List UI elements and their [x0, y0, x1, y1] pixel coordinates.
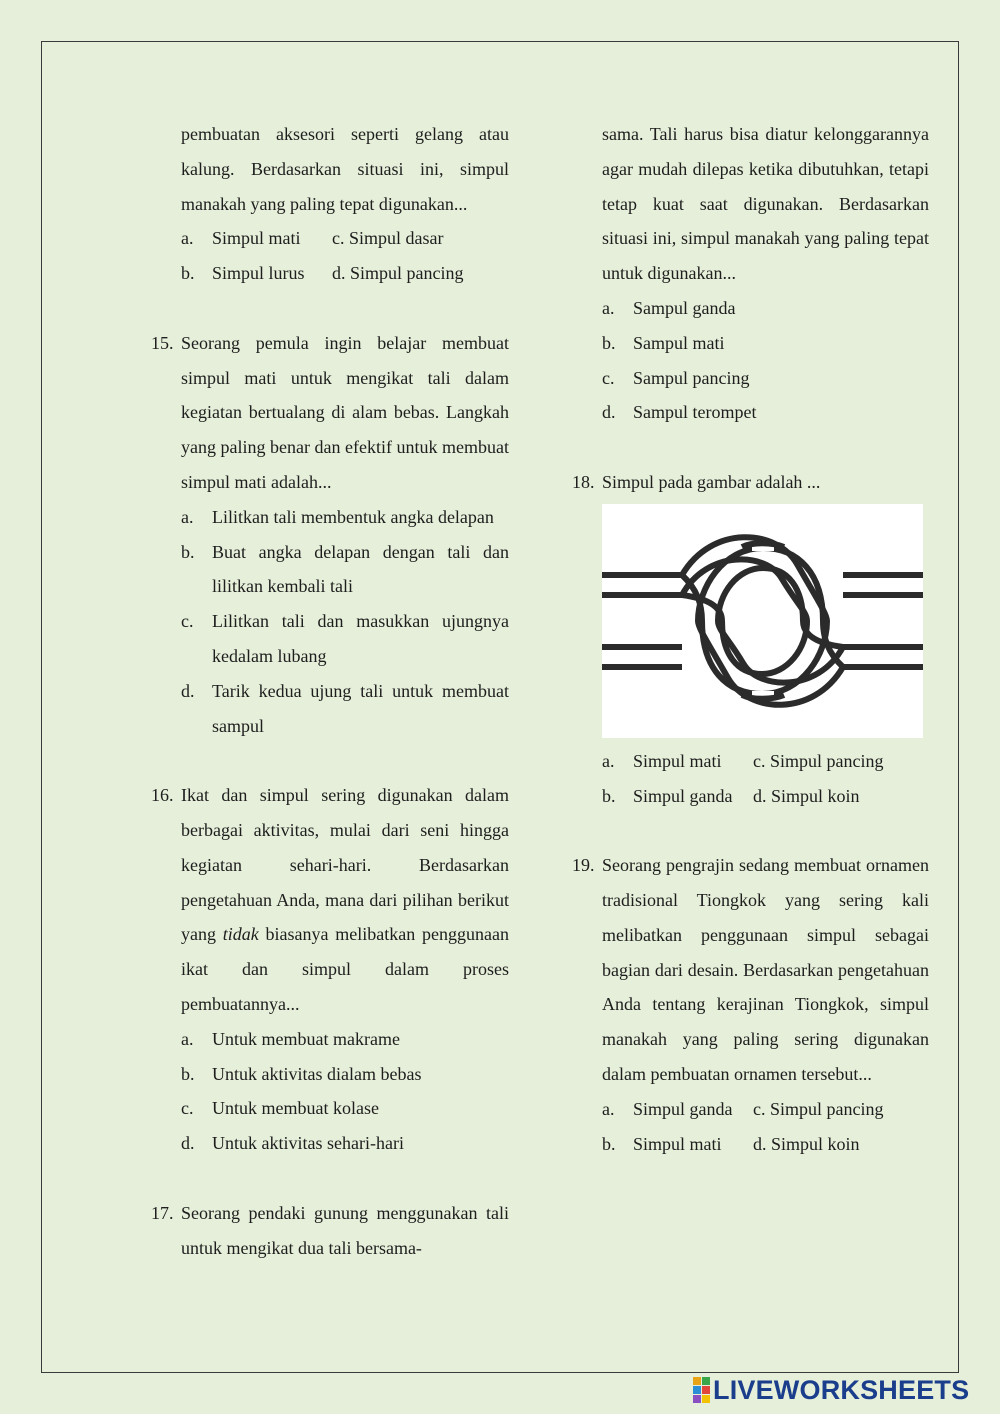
option-d[interactable]: d. Untuk aktivitas sehari-hari [181, 1133, 404, 1154]
question-16 [151, 778, 509, 1161]
option-d[interactable]: d. Simpul pancing [332, 263, 464, 284]
option-d[interactable]: d. Simpul koin [753, 1133, 860, 1154]
question-text: Simpul pada gambar adalah ... [602, 471, 821, 492]
options-row [602, 779, 929, 814]
options-row [181, 256, 509, 291]
options-row [181, 221, 509, 256]
option-a[interactable]: a. Lilitkan tali membentuk angka delapan [181, 506, 494, 527]
question-number: 15. [151, 332, 174, 353]
liveworksheets-logo-icon [693, 1377, 710, 1403]
logo-text: LIVEWORKSHEETS [713, 1374, 970, 1405]
option-b[interactable]: b. Buat angka delapan dengan tali dan lilitkan kembali tali [181, 541, 509, 597]
question-text: Seorang pendaki gunung menggunakan tali untuk mengikat dua tali bersama- [181, 1202, 509, 1258]
option-d[interactable]: d. Tarik kedua ujung tali untuk membuat sampul [181, 680, 509, 736]
question-text: sama. Tali harus bisa diatur kelonggarannya agar mudah dilepas ketika dibutuhkan, tetapi tetap kuat saat digunakan. Berdasarkan situasi ini, simpul manakah yang paling tepat untuk digunakan... [602, 124, 929, 284]
option-a[interactable]: a. Untuk membuat makrame [181, 1028, 400, 1049]
option-b[interactable]: b. Simpul ganda [602, 785, 733, 806]
emphasis-word: tidak [222, 924, 259, 945]
option-c[interactable]: c. Simpul dasar [332, 228, 444, 249]
option-a[interactable]: a. Simpul mati [602, 750, 722, 771]
question-text: Ikat dan simpul sering digunakan dalam berbagai aktivitas, mulai dari seni hingga kegiatan sehari-hari. Berdasarkan pengetahuan Anda, mana dari pilihan berikut yang tidak biasanya melibatkan penggunaan ikat dan simpul dalam proses pembuatannya... [181, 785, 509, 1014]
question-text: Seorang pengrajin sedang membuat ornamen tradisional Tiongkok yang sering kali melibatkan penggunaan simpul sebagai bagian dari desain. Berdasarkan pengetahuan Anda tentang kerajinan Tiongkok, simpul manakah yang paling sering digunakan dalam pembuatan ornamen tersebut... [602, 855, 929, 1084]
option-c[interactable]: c. Lilitkan tali dan masukkan ujungnya kedalam lubang [181, 611, 509, 666]
left-column [151, 117, 509, 1265]
option-b[interactable]: b. Untuk aktivitas dialam bebas [181, 1063, 422, 1084]
options-row [602, 1127, 929, 1162]
question-18 [572, 465, 929, 813]
question-number: 19. [572, 855, 595, 876]
question-text: Seorang pemula ingin belajar membuat simpul mati untuk mengikat tali dalam kegiatan bertualang di alam bebas. Langkah yang paling benar dan efektif untuk membuat simpul mati adalah... [181, 332, 509, 492]
question-text: pembuatan aksesori seperti gelang atau kalung. Berdasarkan situasi ini, simpul manakah yang paling tepat digunakan... [181, 124, 509, 214]
option-b[interactable]: b. Sampul mati [602, 332, 725, 353]
question-19 [572, 848, 929, 1161]
question-15 [151, 326, 509, 744]
question-number: 18. [572, 471, 595, 492]
question-number: 16. [151, 785, 174, 806]
option-a[interactable]: a. Simpul ganda [602, 1098, 733, 1119]
option-d[interactable]: d. Simpul koin [753, 785, 860, 806]
option-a[interactable]: a. Sampul ganda [602, 297, 736, 318]
option-c[interactable]: c. Sampul pancing [602, 367, 750, 388]
options-row [602, 1092, 929, 1127]
option-b[interactable]: b. Simpul lurus [181, 263, 305, 284]
question-17 [151, 1196, 509, 1266]
question-14-continuation [181, 117, 509, 291]
option-c[interactable]: c. Untuk membuat kolase [181, 1098, 379, 1119]
option-b[interactable]: b. Simpul mati [602, 1133, 722, 1154]
options-row [602, 744, 929, 779]
right-column [572, 117, 929, 1161]
option-d[interactable]: d. Sampul terompet [602, 402, 757, 423]
question-17-continuation [602, 117, 929, 430]
option-c[interactable]: c. Simpul pancing [753, 1098, 884, 1119]
option-a[interactable]: a. Simpul mati [181, 228, 301, 249]
option-c[interactable]: c. Simpul pancing [753, 750, 884, 771]
liveworksheets-logo[interactable] [693, 1375, 969, 1405]
square-knot-illustration [602, 504, 923, 738]
question-number: 17. [151, 1202, 174, 1223]
